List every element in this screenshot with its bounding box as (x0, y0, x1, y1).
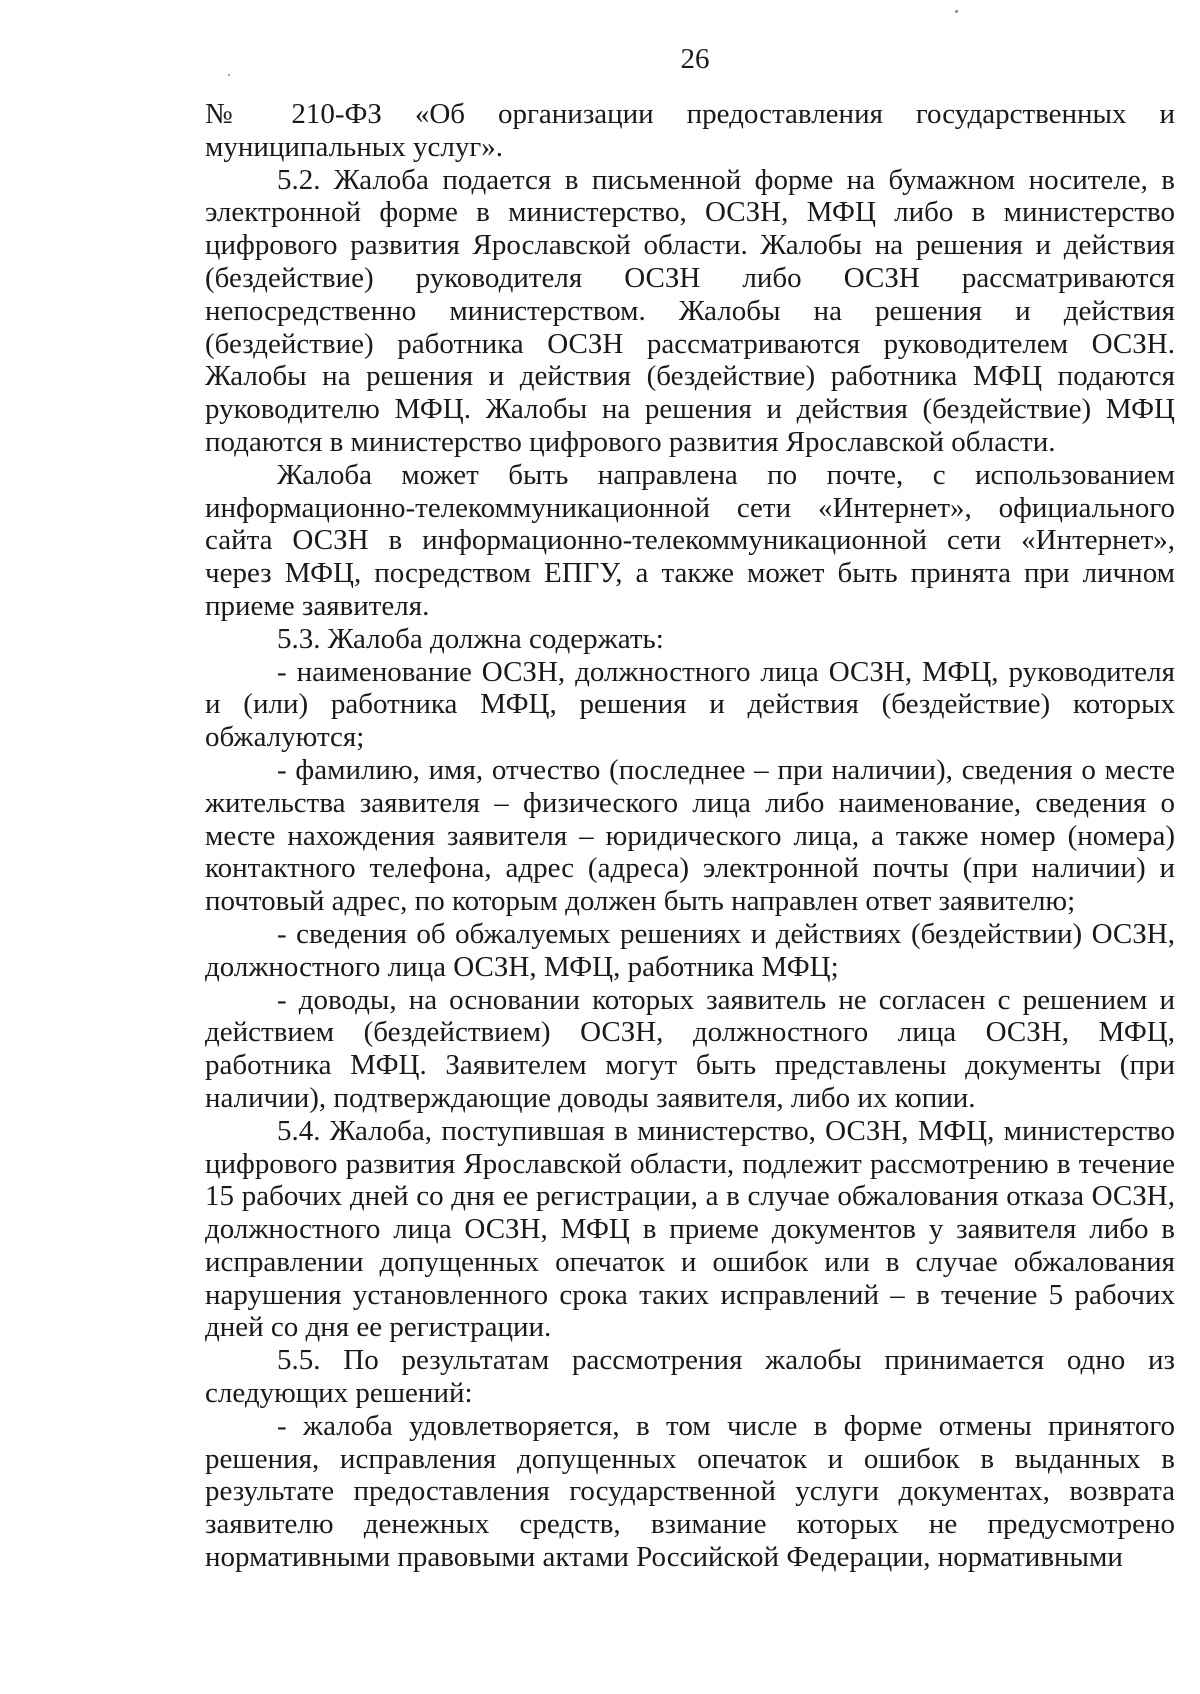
paragraph-5-3: 5.3. Жалоба должна содержать: (277, 622, 664, 655)
paragraph-law-reference: № 210-ФЗ «Об организации предоставления государственных и муниципальных услуг». (205, 98, 1175, 163)
list-item-name-of-body: - наименование ОСЗН, должностного лица ОСЗН, МФЦ, руководителя и (или) работника МФЦ, решения и действия (бездействие) которых обжалуются; (205, 655, 1175, 754)
paragraph-complaint-channels: Жалоба может быть направлена по почте, с использованием информационно-телекоммуникационной сети «Интернет», официального сайта ОСЗН в информационно-телекоммуникационной сети «Интернет», через МФЦ, посредством ЕПГУ, а также может быть принята при личном приеме заявителя. (205, 458, 1175, 622)
scan-speck (955, 10, 958, 13)
paragraph-5-5: 5.5. По результатам рассмотрения жалобы принимается одно из следующих решений: (205, 1344, 1175, 1410)
paragraph-5-4: 5.4. Жалоба, поступившая в министерство, ОСЗН, МФЦ, министерство цифрового развития Ярославской области, подлежит рассмотрению в течение 15 рабочих дней со дня ее регистрации, а в случае обжалования отказа ОСЗН, должностного лица ОСЗН, МФЦ в приеме документов у заявителя либо в исправлении допущенных опечаток и ошибок или в случае обжалования нарушения установленного срока таких исправлений – в течение 5 рабочих дней со дня ее регистрации. (205, 1114, 1175, 1344)
list-item-appealed-decisions: - сведения об обжалуемых решениях и действиях (бездействии) ОСЗН, должностного лица ОСЗН, МФЦ, работника МФЦ; (205, 917, 1175, 983)
list-item-applicant-details: - фамилию, имя, отчество (последнее – при наличии), сведения о месте жительства заявителя – физического лица либо наименование, сведения о месте нахождения заявителя – юридического лица, а также номер (номера) контактного телефона, адрес (адреса) электронной почты (при наличии) и почтовый адрес, по которым должен быть направлен ответ заявителю; (205, 753, 1175, 918)
list-item-arguments: - доводы, на основании которых заявитель не согласен с решением и действием (бездействием) ОСЗН, должностного лица ОСЗН, МФЦ, работника МФЦ. Заявителем могут быть представлены документы (при наличии), подтверждающие доводы заявителя, либо их копии. (205, 983, 1175, 1114)
page-number: 26 (680, 43, 710, 75)
paragraph-5-2: 5.2. Жалоба подается в письменной форме на бумажном носителе, в электронной форме в министерство, ОСЗН, МФЦ либо в министерство цифрового развития Ярославской области. Жалобы на решения и действия (бездействие) руководителя ОСЗН либо ОСЗН рассматриваются непосредственно министерством. Жалобы на решения и действия (бездействие) работника ОСЗН рассматриваются руководителем ОСЗН. Жалобы на решения и действия (бездействие) работника МФЦ подаются руководителю МФЦ. Жалобы на решения и действия (бездействие) МФЦ подаются в министерство цифрового развития Ярославской области. (205, 163, 1175, 458)
document-body (205, 98, 1175, 1574)
list-item-complaint-satisfied: - жалоба удовлетворяется, в том числе в форме отмены принятого решения, исправления допущенных опечаток и ошибок в выданных в результате предоставления государственной услуги документах, возврата заявителю денежных средств, взимание которых не предусмотрено нормативными правовыми актами Российской Федерации, нормативными (205, 1409, 1175, 1574)
